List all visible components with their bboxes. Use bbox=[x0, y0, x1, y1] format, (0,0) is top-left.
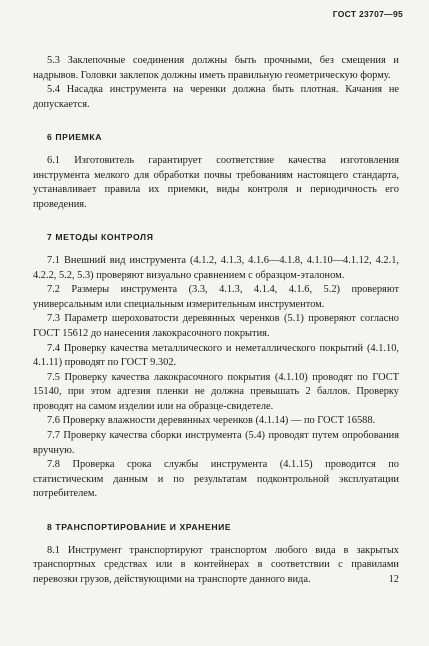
paragraph-8-1: 8.1 Инструмент транспортируют транспортом любого вида в закрытых транспортных средствах или в контейнерах в соответствии с правилами перевозки грузов, действующими на транспорте данного вида. bbox=[33, 544, 399, 585]
paragraph-5-3: 5.3 Заклепочные соединения должны быть прочными, без смещения и надрывов. Головки заклепок должны иметь правильную геометрическую форму. bbox=[33, 55, 399, 81]
paragraph-7-2: 7.2 Размеры инструмента (3.3, 4.1.3, 4.1.4, 4.1.6, 5.2) проверяют универсальным или специальным измерительным инструментом. bbox=[33, 284, 399, 310]
paragraph-7-7: 7.7 Проверку качества сборки инструмента (5.4) проводят путем опробования вручную. bbox=[33, 430, 399, 456]
document-header: ГОСТ 23707—95 bbox=[332, 9, 403, 19]
paragraph-7-5: 7.5 Проверку качества лакокрасочного покрытия (4.1.10) проводят по ГОСТ 15140, при этом адгезия пленки не должна превышать 2 баллов. Проверку проводят на самом изделии или на образце-свидетеле. bbox=[33, 371, 399, 412]
paragraph-7-3: 7.3 Параметр шероховатости деревянных черенков (5.1) проверяют согласно ГОСТ 15612 до нанесения лакокрасочного покрытия. bbox=[33, 313, 399, 339]
paragraph-6-1: 6.1 Изготовитель гарантирует соответствие качества изготовления инструмента мелкого для обработки почвы требованиям настоящего стандарта, устанавливает правила их приемки, виды контроля и периодичность его проведения. bbox=[33, 154, 399, 210]
paragraph-7-8: 7.8 Проверка срока службы инструмента (4.1.15) проводится по статистическим данным и по результатам подконтрольной эксплуатации потребителем. bbox=[33, 459, 399, 500]
paragraph-7-6: 7.6 Проверку влажности деревянных черенков (4.1.14) — по ГОСТ 16588. bbox=[47, 415, 376, 427]
section-6-heading: 6 ПРИЕМКА bbox=[47, 132, 102, 143]
section-7-heading: 7 МЕТОДЫ КОНТРОЛЯ bbox=[47, 232, 154, 243]
paragraph-7-4: 7.4 Проверку качества металлического и неметаллического покрытий (4.1.10, 4.1.11) проводят по ГОСТ 9.302. bbox=[33, 342, 399, 369]
section-8-heading: 8 ТРАНСПОРТИРОВАНИЕ И ХРАНЕНИЕ bbox=[47, 522, 232, 533]
paragraph-5-4: 5.4 Насадка инструмента на черенки должна быть плотная. Качания не допускается. bbox=[33, 84, 399, 110]
paragraph-7-1: 7.1 Внешний вид инструмента (4.1.2, 4.1.3, 4.1.6—4.1.8, 4.1.10—4.1.12, 4.2.1, 4.2.2, 5.2, 5.3) проверяют визуально сравнением с образцом-эталоном. bbox=[33, 254, 399, 281]
page-number: 12 bbox=[388, 574, 399, 585]
document-body bbox=[33, 54, 399, 587]
